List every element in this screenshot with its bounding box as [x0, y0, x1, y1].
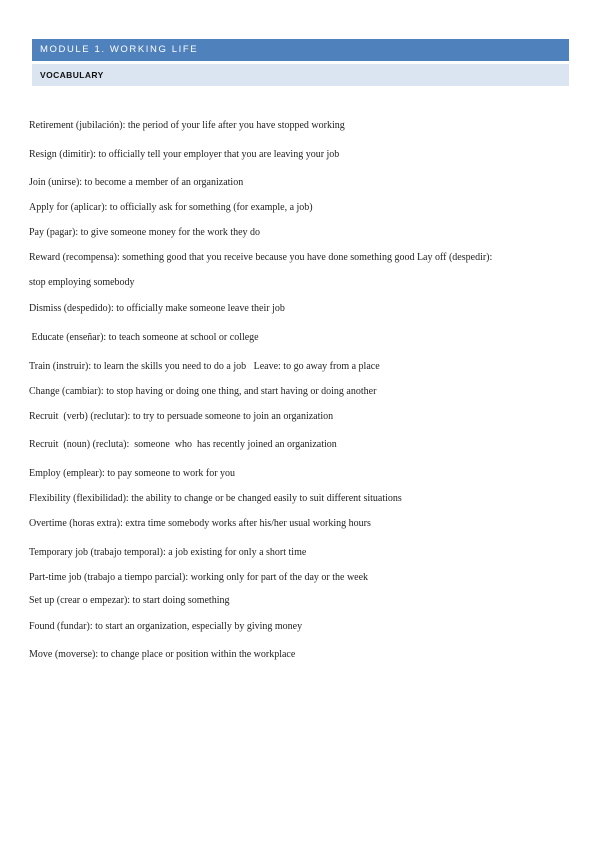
module-title-banner: MODULE 1. WORKING LIFE [32, 39, 569, 61]
vocab-entry-overtime: Overtime (horas extra): extra time somebody works after his/her usual working hours [29, 518, 371, 529]
vocab-entry-educate: Educate (enseñar): to teach someone at school or college [29, 332, 259, 343]
section-title-banner: VOCABULARY [32, 64, 569, 86]
vocab-entry-retirement: Retirement (jubilación): the period of your life after you have stopped working [29, 120, 345, 131]
vocab-entry-resign: Resign (dimitir): to officially tell your employer that you are leaving your job [29, 149, 340, 160]
vocab-entry-move: Move (moverse): to change place or position within the workplace [29, 649, 296, 660]
vocab-entry-found: Found (fundar): to start an organization, especially by giving money [29, 621, 303, 632]
vocab-entry-join: Join (unirse): to become a member of an organization [29, 177, 244, 188]
vocab-entry-train-leave: Train (instruir): to learn the skills you need to do a job Leave: to go away from a place [29, 361, 380, 372]
vocab-entry-change: Change (cambiar): to stop having or doing one thing, and start having or doing another [29, 386, 377, 397]
vocab-entry-recruit-verb: Recruit (verb) (reclutar): to try to persuade someone to join an organization [29, 411, 334, 422]
vocab-entry-reward: Reward (recompensa): something good that you receive because you have done something good Lay off (despedir): [29, 252, 493, 263]
vocab-entry-set-up: Set up (crear o empezar): to start doing something [29, 595, 230, 606]
vocab-entry-part-time-job: Part-time job (trabajo a tiempo parcial): working only for part of the day or the week [29, 572, 369, 583]
vocab-entry-apply-for: Apply for (aplicar): to officially ask for something (for example, a job) [29, 202, 313, 213]
vocab-entry-temporary-job: Temporary job (trabajo temporal): a job existing for only a short time [29, 547, 307, 558]
vocab-entry-lay-off-continued: stop employing somebody [29, 277, 135, 288]
vocab-entry-recruit-noun: Recruit (noun) (recluta): someone who has recently joined an organization [29, 439, 337, 450]
vocab-entry-dismiss: Dismiss (despedido): to officially make someone leave their job [29, 303, 285, 314]
vocab-entry-pay: Pay (pagar): to give someone money for the work they do [29, 227, 261, 238]
vocab-entry-flexibility: Flexibility (flexibilidad): the ability to change or be changed easily to suit different situations [29, 493, 402, 504]
vocab-entry-employ: Employ (emplear): to pay someone to work for you [29, 468, 236, 479]
